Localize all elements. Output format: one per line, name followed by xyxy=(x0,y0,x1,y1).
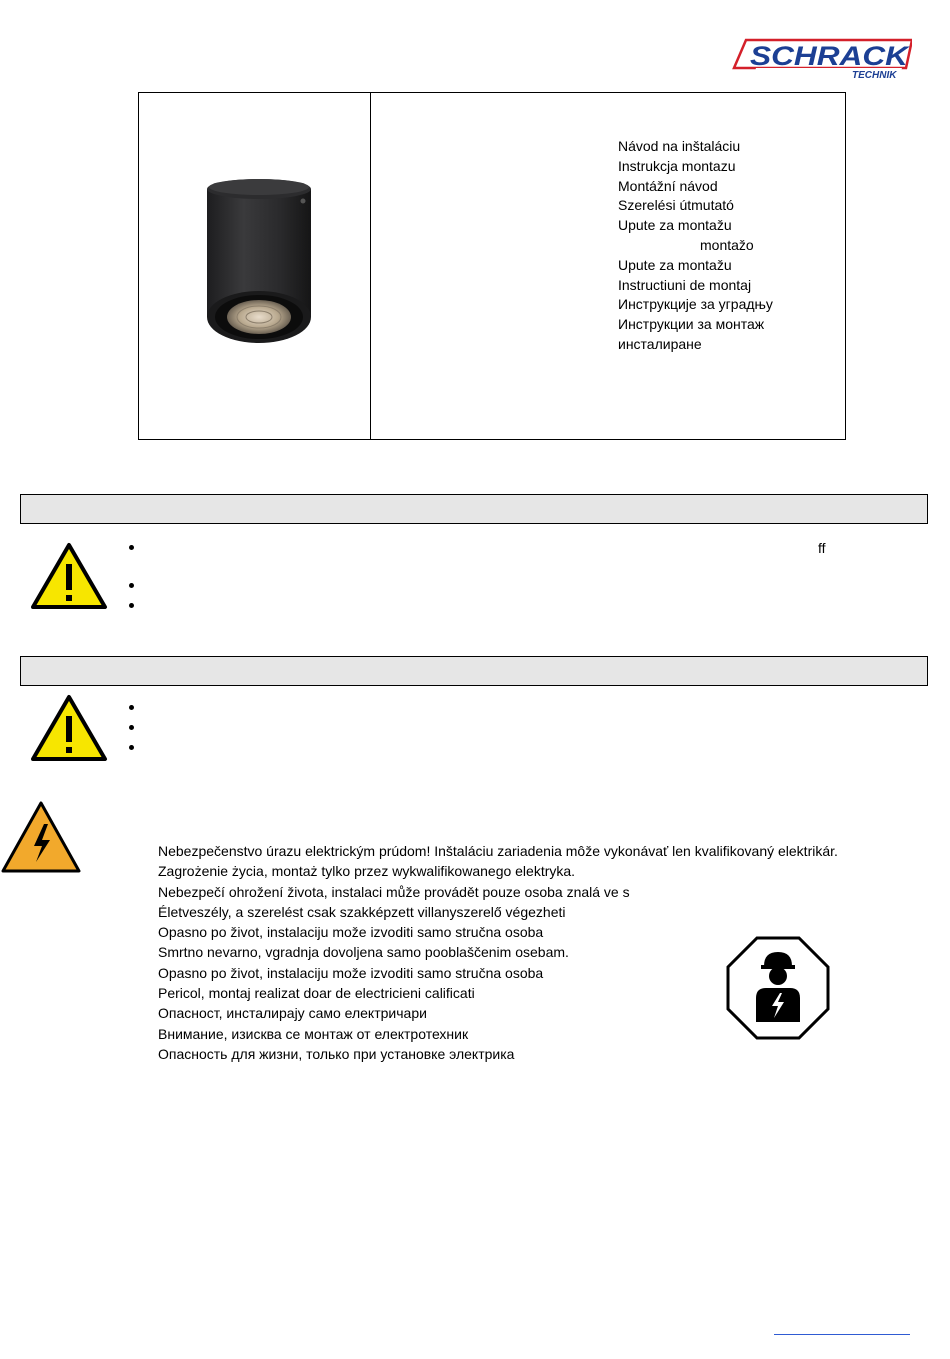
table-divider xyxy=(370,93,371,439)
qualified-electrician-icon xyxy=(726,936,830,1040)
warning-line: Zagrożenie życia, montaż tylko przez wykwalifikowanego elektryka. xyxy=(158,863,576,880)
language-item: Návod na inštaláciu xyxy=(618,138,741,154)
warning-triangle-icon xyxy=(30,694,108,762)
language-item: Montážní návod xyxy=(618,177,718,194)
footer-link[interactable] xyxy=(774,1334,910,1335)
product-image xyxy=(199,173,319,353)
language-item: Upute za montažu xyxy=(618,256,732,273)
warning-line: Pericol, montaj realizat doar de electricieni calificati xyxy=(158,985,475,1002)
bullet-text: ff xyxy=(818,540,826,556)
language-item: Instructiuni de montaj xyxy=(618,276,752,293)
warning-line: Opasno po život, instalaciju može izvoditi samo stručna osoba xyxy=(158,924,544,941)
warning-line: Opasno po život, instalaciju može izvoditi samo stručna osoba xyxy=(158,964,544,981)
language-item: Инструкции за монтаж xyxy=(618,316,765,333)
warning-line: Опасност, инсталирају само електричари xyxy=(158,1005,427,1022)
warning-line: Внимание, изисква се монтаж от електротехник xyxy=(158,1025,469,1042)
language-item: Инструкције за уградњу xyxy=(618,296,773,313)
svg-text:TECHNIK: TECHNIK xyxy=(852,70,897,80)
warning-line: Nebezpečí ohrožení života, instalaci může provádět pouze osoba znalá ve s xyxy=(158,883,630,900)
warning-line: Smrtno nevarno, vgradnja dovoljena samo pooblaščenim osebam. xyxy=(158,944,569,961)
warning-line: Опасность для жизни, только при установке электрика xyxy=(158,1045,515,1062)
section-header-1 xyxy=(20,494,928,524)
schrack-logo xyxy=(732,38,912,80)
language-item: Szerelési útmutató xyxy=(618,197,734,214)
language-item: montažo xyxy=(700,236,754,253)
high-voltage-icon xyxy=(0,800,82,874)
section-header-2 xyxy=(20,656,928,686)
warning-line: Életveszély, a szerelést csak szakképzett villanyszerelő végezheti xyxy=(158,903,566,920)
svg-text:SCHRACK: SCHRACK xyxy=(750,41,911,71)
product-table xyxy=(138,92,846,440)
warning-line: Nebezpečenstvo úrazu elektrickým prúdom! Inštaláciu zariadenia môže vykonávať len kvalifikovaný elektrikár. xyxy=(158,843,838,859)
language-list xyxy=(618,137,773,355)
language-item: инсталиране xyxy=(618,335,702,352)
language-item: Upute za montažu xyxy=(618,217,732,234)
warning-triangle-icon xyxy=(30,542,108,610)
language-item: Instrukcja montazu xyxy=(618,157,736,174)
